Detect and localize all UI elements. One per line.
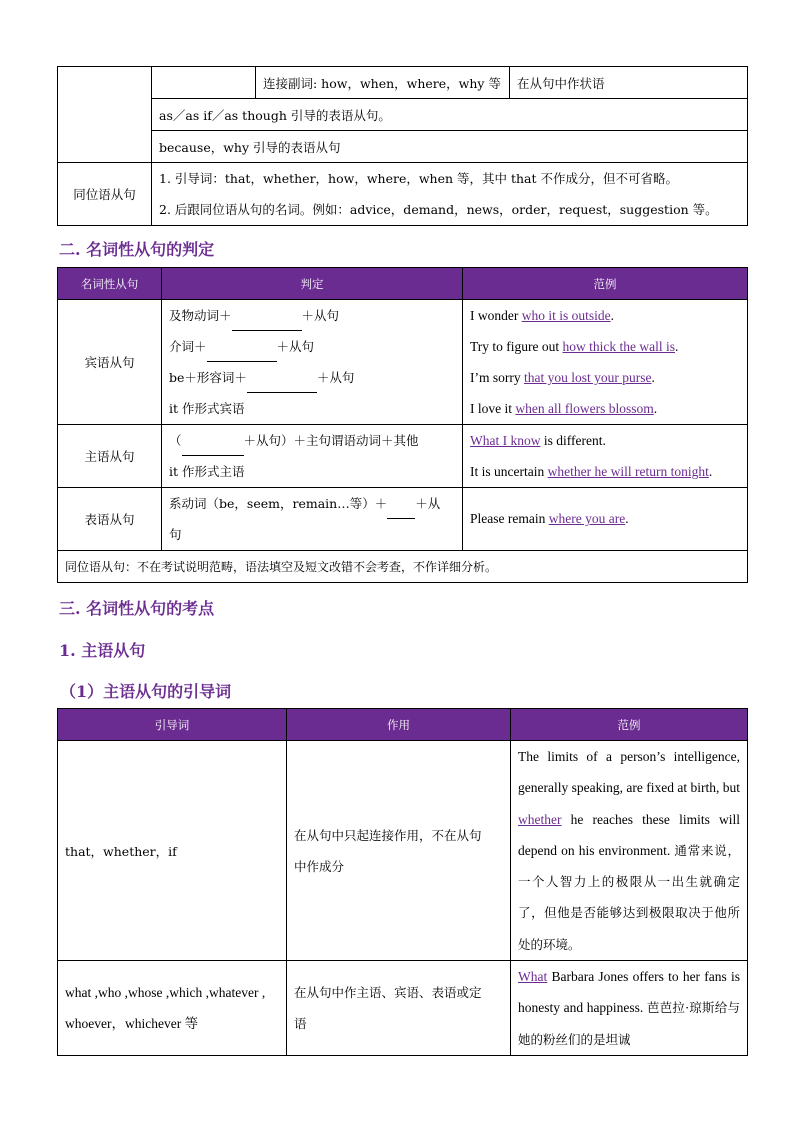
blank-line xyxy=(207,347,277,362)
subject-clause-connectives-table xyxy=(57,708,748,1056)
table-header-row xyxy=(58,709,748,741)
connective-function: 在从句中作主语、宾语、表语或定 语 xyxy=(287,961,511,1056)
clause-judgement-table xyxy=(57,267,748,583)
connective-words: what ,who ,whose ,which ,whatever , whoever，whichever 等 xyxy=(58,961,287,1056)
object-clause-row xyxy=(58,300,748,425)
table-header-row xyxy=(58,268,748,300)
header-example: 范例 xyxy=(511,709,748,741)
blank-line xyxy=(247,378,317,393)
predicative-clause-label: 表语从句 xyxy=(58,488,162,551)
header-function: 作用 xyxy=(287,709,511,741)
connective-function: 在从句中只起连接作用，不在从句 中作成分 xyxy=(287,741,511,961)
subject-clause-examples: What I know is different. It is uncertain whether he will return tonight. xyxy=(463,425,748,488)
connective-example: What Barbara Jones offers to her fans is honesty and happiness. 芭芭拉·琼斯给与她的粉丝们的是坦诚 xyxy=(511,961,748,1056)
subsection-1-heading: 1. 主语从句 xyxy=(59,641,146,660)
subject-clause-judgement: （ ＋从句）＋主句谓语动词＋其他 it 作形式主语 xyxy=(162,425,463,488)
appositive-line-1: 1. 引导词：that，whether，how，where，when 等，其中 that 不作成分，但不可省略。 xyxy=(159,171,679,186)
object-clause-examples: I wonder who it is outside. Try to figure out how thick the wall is. I’m sorry that you lost your purse. I love it when all flowers blossom. xyxy=(463,300,748,425)
appositive-content xyxy=(152,163,748,226)
object-clause-label: 宾语从句 xyxy=(58,300,162,425)
blank-line xyxy=(387,504,415,519)
predicative-clause-row xyxy=(58,488,748,551)
clause-summary-table xyxy=(57,66,748,226)
predicative-clause-judgement: 系动词（be，seem，remain…等）＋ ＋从 句 xyxy=(162,488,463,551)
connective-words: that，whether，if xyxy=(58,741,287,961)
object-clause-judgement: 及物动词＋ ＋从句 介词＋ ＋从句 be＋形容词＋ ＋从句 it 作形式宾语 xyxy=(162,300,463,425)
what-who-row xyxy=(58,961,748,1056)
appositive-label: 同位语从句 xyxy=(58,163,152,226)
appositive-note: 同位语从句：不在考试说明范畴，语法填空及短文改错不会考查，不作详细分析。 xyxy=(58,551,748,583)
because-row: because，why 引导的表语从句 xyxy=(152,131,748,163)
appositive-line-2: 2. 后跟同位语从句的名词。例如：advice，demand，news，order，request，suggestion 等。 xyxy=(159,202,718,217)
section-2-heading: 二. 名词性从句的判定 xyxy=(59,240,215,259)
connective-adverbs-cell: 连接副词: how，when，where，why 等 xyxy=(256,67,510,99)
empty-cell xyxy=(58,67,152,163)
section-3-heading: 三. 名词性从句的考点 xyxy=(59,599,215,618)
header-example: 范例 xyxy=(463,268,748,300)
connective-adverbs-role-cell: 在从句中作状语 xyxy=(510,67,748,99)
header-clause-type: 名词性从句 xyxy=(58,268,162,300)
as-if-row: as／as if／as though 引导的表语从句。 xyxy=(152,99,748,131)
that-whether-if-row xyxy=(58,741,748,961)
subject-clause-label: 主语从句 xyxy=(58,425,162,488)
subsection-1-1-heading: （1）主语从句的引导词 xyxy=(60,682,232,701)
empty-cell xyxy=(152,67,256,99)
header-connective: 引导词 xyxy=(58,709,287,741)
blank-line xyxy=(182,441,244,456)
header-judgement: 判定 xyxy=(162,268,463,300)
connective-example: The limits of a person’s intelligence, generally speaking, are fixed at birth, but whether he reaches these limits will depend on his environment. 通常来说，一个人智力上的极限从一出生就确定了，但他是否能够达到极限取决于他所处的环境。 xyxy=(511,741,748,961)
blank-line xyxy=(232,316,302,331)
predicative-clause-examples: Please remain where you are. xyxy=(463,488,748,551)
subject-clause-row xyxy=(58,425,748,488)
